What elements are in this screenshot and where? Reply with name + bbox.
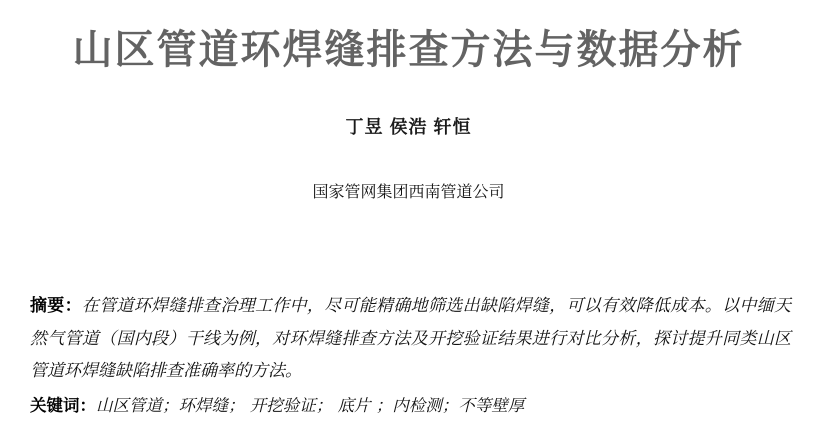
paper-authors: 丁昱 侯浩 轩恒	[345, 117, 472, 137]
abstract-paragraph	[30, 290, 791, 388]
keywords-text: 山区管道；环焊缝； 开挖验证； 底片 ；内检测；不等壁厚	[96, 396, 525, 415]
paper-affiliation: 国家管网集团西南管道公司	[312, 184, 505, 201]
paper-title: 山区管道环焊缝排查方法与数据分析	[72, 28, 745, 72]
abstract-text: 在管道环焊缝排查治理工作中，尽可能精确地筛选出缺陷焊缝，可以有效降低成本。以中缅天然气管道（国内段）干线为例，对环焊缝排查方法及开挖验证结果进行对比分析，探讨提升同类山区管道环焊缝缺陷排查准确率的方法。	[30, 296, 792, 381]
keywords-label: 关键词：	[30, 397, 96, 415]
keywords-line	[30, 393, 791, 419]
abstract-label: 摘要：	[30, 296, 82, 315]
